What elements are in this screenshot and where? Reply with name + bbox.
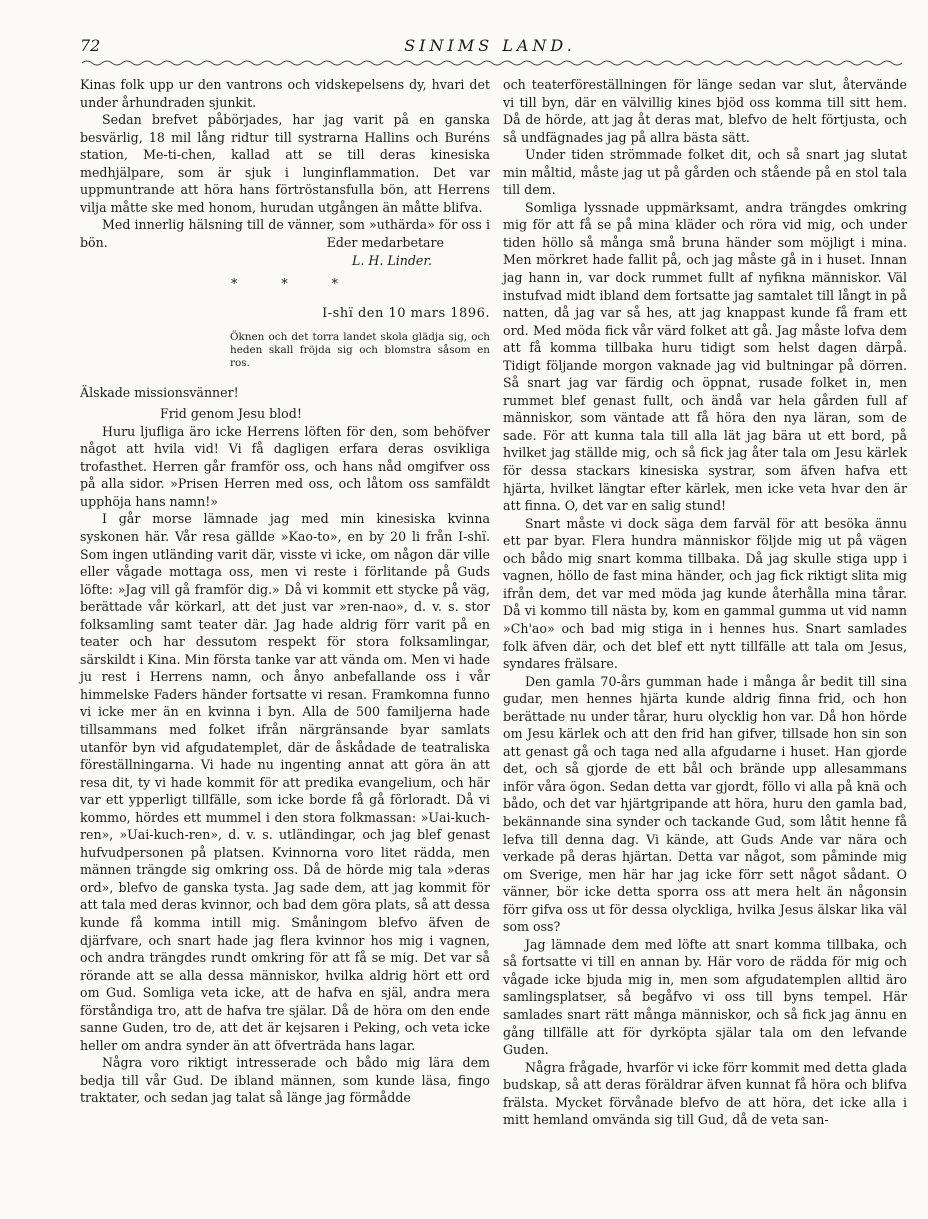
paragraph: Med innerlig hälsning till de vänner, som »uthärda» för oss i bön. <box>80 217 490 250</box>
signature-name: L. H. Linder. <box>351 252 432 268</box>
paragraph: Några voro riktigt intresserade och bådo mig lära dem bedja till vår Gud. De ibland männen, som kunde läsa, fingo traktater, och sedan jag talat så länge jag förmådde <box>80 1055 490 1106</box>
paragraph: Några frågade, hvarför vi icke förr kommit med detta glada budskap, så att deras föräldrar äfven kunnat få höra och blifva frälsta. Mycket förvånade blefvo de att höra, det icke alla i mitt hemland omvända sig till Gud, då de veta san- <box>503 1059 907 1128</box>
paragraph: Den gamla 70-års gumman hade i många år bedit till sina gudar, men hennes hjärta kunde aldrig finna frid, och hon berättade nu under tårar, huru olycklig hon var. Då hon hörde om Jesu kärlek och att den frid han gifver, tillsade hon sin son att genast gå och taga ned alla afgudarne i huset. Han gjorde det, och så gjorde de ett bål och brände upp allesammans inför våra ögon. Sedan detta var gjordt, föllo vi alla på knä och bådo, och det var hjärtgripande att höra, huru den gamla bad, bekännande sina synder och tackande Gud, som låtit henne få lefva till denna dag. Vi kände, att Guds Ande var nära och verkade på deras hjärtan. Detta var något, som påminde mig om Sverige, men här har jag icke förr sett något sådant. O vänner, bör icke detta sporra oss att mera helt än någonsin förr gifva oss ut för dessa olyckliga, hvilka Jesus älskar lika väl som oss? <box>503 673 907 935</box>
greeting: Frid genom Jesu blod! <box>160 406 302 422</box>
dateline: I-shï den 10 mars 1896. <box>322 306 490 322</box>
paragraph: Under tiden strömmade folket dit, och så snart jag slutat min måltid, måste jag ut på gården och stående på en stol tala till dem. <box>503 147 907 198</box>
epigraph: Öknen och det torra landet skola glädja sig, och heden skall fröjda sig och blomstra såsom en ros. <box>230 330 490 369</box>
paragraph: Jag lämnade dem med löfte att snart komma tillbaka, och så fortsatte vi till en annan by. Här voro de rädda för mig och vågade icke bjuda mig in, men som afgudatemplen alltid äro samlingsplatser, så begåfvo vi oss till byns tempel. Här samlades snart rätt många människor, och så fick jag ännu en gång tillfälle att för dyrköpta själar tala om den lefvande Guden. <box>503 936 907 1058</box>
paragraph: och teaterföreställningen för länge sedan var slut, återvände vi till byn, där en välvillig kines bjöd oss komma till sitt hem. Då de hörde, att jag åt deras mat, blefvo de helt förtjusta, och så undfägnades jag på allra bästa sätt. <box>503 77 907 145</box>
section-separator: * * * <box>231 276 339 292</box>
paragraph: Snart måste vi dock säga dem farväl för att besöka ännu ett par byar. Flera hundra människor följde mig ut på vägen och bådo mig snart komma tillbaka. Då jag skulle stiga upp i vagnen, höllo de fast mina händer, och jag fick riktigt slita mig ifrån dem, det var med möda jag kunde återhålla mina tårar. Då vi kommo till nästa by, kom en gammal gumma ut vid namn »Ch'ao» och bad mig stiga in i hennes hus. Snart samlades folk äfven där, och det blef ett nytt tillfälle att tala om Jesus, syndares frälsare. <box>503 515 907 672</box>
left-column <box>80 76 490 1107</box>
signature-line: Eder medarbetare <box>326 234 444 250</box>
paragraph: Somliga lyssnade uppmärksamt, andra trängdes omkring mig för att få se på mina kläder och röra vid mig, och under tiden höllo så många små bruna händer som möjligt i mina. Men mörkret hade fallit på, och jag måste gå in i huset. Innan jag hann in, var dock rummet fullt af nyfikna människor. Väl instufvad midt ibland dem fortsatte jag samtalet till långt in på natten, då jag var så hes, att jag knappast kunde få fram ett ord. Med möda fick vår värd folket att gå. Jag måste lofva dem att få komma tillbaka huru tidigt som helst dagen därpå. Tidigt följande morgon vaknade jag vid bultningar på dörren. Så snart jag var färdig och öppnat, rusade folket in, men rummet blef genast fullt, och ändå var hela gården full af människor, som väntade att få höra den nya läran, som de sade. För att kunna tala till alla lät jag bära ut ett bord, på hvilket jag ställde mig, och så fick jag åter tala om Jesu kärlek för dessa stackars kinesiska systrar, som äfven hafva ett hjärta, hvilket längtar efter kärlek, men icke veta hvar den är att finna. O, det var en salig stund! <box>503 199 907 514</box>
paragraph: Sedan brefvet påbörjades, har jag varit på en ganska besvärlig, 18 mil lång ridtur till systrarna Hallins och Buréns station, Me-ti-chen, kallad att se till deras kinesiska medhjälpare, som är sjuk i lunginflammation. Det var uppmuntrande att höra hans förtröstansfulla bön, att Herrens vilja måtte ske med honom, hurudan utgången än måtte blifva. <box>80 112 490 215</box>
page-number: 72 <box>80 36 101 55</box>
decorative-rule <box>82 58 902 68</box>
salutation: Älskade missionsvänner! <box>80 384 239 400</box>
paragraph: Huru ljufliga äro icke Herrens löften för den, som behöfver något att hvila vid! Vi få dagligen erfara deras osvikliga trofasthet. Herren går framför oss, och hans nåd omgifver oss på alla sidor. »Prisen Herren med oss, och låtom oss samfäldt upphöja hans namn!» <box>80 423 490 509</box>
right-column <box>503 76 907 1129</box>
running-title: SINIMS LAND. <box>404 36 576 55</box>
paragraph: Kinas folk upp ur den vantrons och vidskepelsens dy, hvari det under århundraden sjunkit. <box>80 77 490 110</box>
paragraph: I går morse lämnade jag med min kinesiska kvinna syskonen här. Vår resa gällde »Kao-to», en by 20 li från I-shï. Som ingen utländing varit där, visste vi icke, om någon där ville eller vågade mottaga oss, men vi reste i förlitande på Guds löfte: »Jag vill gå framför dig.» Då vi kommit ett stycke på väg, berättade vår körkarl, att det just var »ren-nao», d. v. s. stor folksamling samt teater där. Jag hade aldrig förr varit på en teater och har dessutom respekt för stora folksamlingar, särskildt i Kina. Min första tanke var att vända om. Men vi hade ju rest i Herrens namn, och ånyo anbefallande oss i vår himmelske Faders händer fortsatte vi resan. Framkomna funno vi icke mer än en kvinna i byn. Alla de 500 familjerna hade tillsammans med folket ifrån närgränsande byar samlats utanför byn vid afgudatemplet, där de åskådade de teatraliska föreställningarna. Vi hade nu ingenting annat att göra än att resa dit, ty vi hade kommit för att predika evangelium, och här var ett ypperligt tillfälle, som icke borde få gå förloradt. Då vi kommo, hördes ett mummel i den stora folkmassan: »Uai-kuch-ren», »Uai-kuch-ren», d. v. s. utländingar, och jag blef genast hufvudpersonen på platsen. Kvinnorna voro litet rädda, men männen trängde sig omkring oss. Då de hörde mig tala »deras ord», blefvo de ganska tysta. Jag sade dem, att jag kommit för att tala med deras kvinnor, och bad dem göra plats, så att dessa kunde få komma intill mig. Småningom blefvo äfven de djärfvare, och snart hade jag flera kvinnor hos mig i vagnen, och andra trängdes rundt omkring för att få se mig. Det var så rörande att se alla dessa människor, hvilka aldrig hört ett ord om Gud. Somliga veta icke, att de hafva en själ, andra mera förståndiga tro, att de hafva tre själar. Då de höra om den ende sanne Guden, tro de, att det är kejsaren i Peking, och veta icke heller om andra synder än att öfverträda hans lagar. <box>80 511 490 1053</box>
